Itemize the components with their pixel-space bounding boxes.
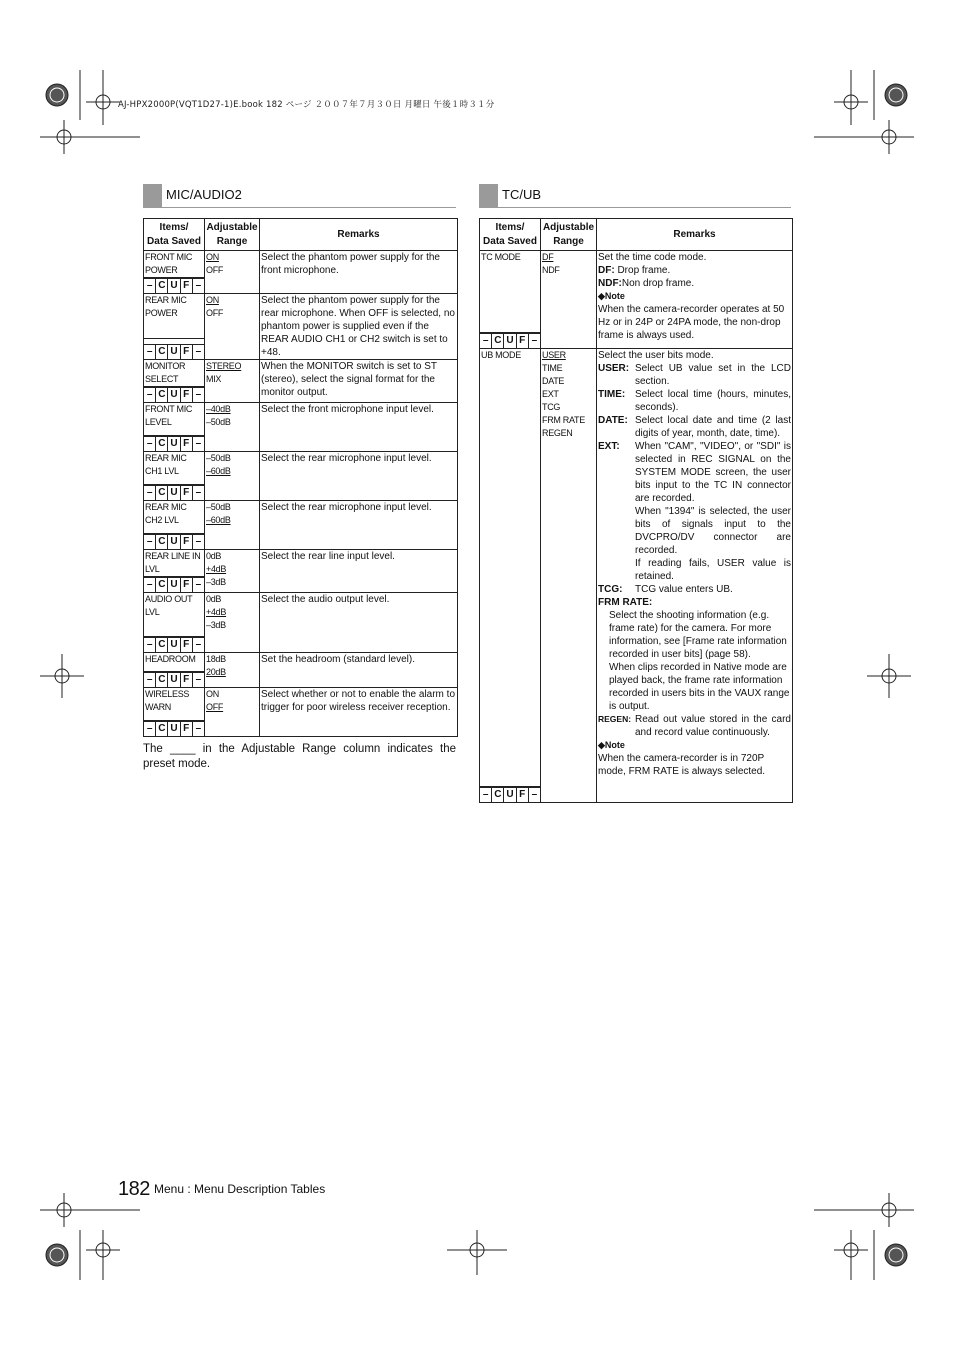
cuf-marker: –	[480, 788, 492, 802]
cuf-cell	[144, 534, 205, 550]
item-name: HEADROOM	[144, 653, 205, 672]
cuf-marker: C	[156, 388, 168, 402]
range-cell	[205, 452, 260, 501]
cuf-marker: –	[480, 334, 492, 348]
range-cell	[205, 550, 260, 593]
cuf-marker: –	[531, 789, 538, 800]
cuf-cell	[480, 787, 541, 803]
preset-value: DF	[542, 252, 554, 262]
range-cell	[205, 501, 260, 550]
range-value: 0dB	[206, 551, 222, 561]
item-name: WIRELESS WARN	[144, 688, 205, 721]
cuf-marker: U	[168, 638, 180, 652]
range-cell	[205, 593, 260, 653]
table-row	[144, 251, 458, 278]
items-header: Items/ Data Saved	[144, 219, 205, 251]
items-header: Items/ Data Saved	[480, 219, 541, 251]
preset-value: +4dB	[206, 564, 227, 574]
item-name: TC MODE	[480, 251, 541, 333]
range-cell	[205, 360, 260, 403]
table-row	[144, 403, 458, 436]
cuf-marker: U	[168, 673, 180, 687]
cuf-marker: C	[156, 279, 168, 293]
cuf-marker: C	[156, 486, 168, 500]
preset-value: +4dB	[206, 607, 227, 617]
cuf-marker: U	[168, 578, 180, 592]
preset-value: –60dB	[206, 466, 231, 476]
preset-value: STEREO	[206, 361, 242, 371]
cuf-marker: –	[195, 674, 202, 685]
section-header-mic-audio2	[143, 184, 456, 208]
cuf-marker: C	[492, 334, 504, 348]
range-cell	[205, 653, 260, 688]
cuf-cell	[144, 278, 205, 294]
cuf-marker: F	[181, 279, 193, 293]
section-header-tc-ub	[479, 184, 791, 208]
preset-value: –60dB	[206, 515, 231, 525]
cuf-marker: F	[181, 578, 193, 592]
cuf-cell	[480, 333, 541, 349]
file-header-line: AJ-HPX2000P(VQT1D27-1)E.book 182 ページ ２００７年７月３０日 月曜日 午後１時３１分	[118, 100, 495, 110]
cuf-marker: F	[517, 788, 529, 802]
cuf-marker: –	[144, 673, 156, 687]
range-header: Adjustable Range	[541, 219, 597, 251]
cuf-marker: U	[504, 334, 516, 348]
remarks-cell: Select the rear line input level.	[260, 550, 458, 593]
cuf-marker: –	[195, 438, 202, 449]
remarks-cell: Select whether or not to enable the alarm to trigger for poor wireless receiver reception.	[260, 688, 458, 737]
item-name: AUDIO OUT LVL	[144, 593, 205, 637]
table-row	[144, 688, 458, 721]
cuf-marker: –	[195, 280, 202, 291]
range-cell	[205, 294, 260, 360]
cuf-cell	[144, 721, 205, 737]
preset-value: –40dB	[206, 404, 231, 414]
cuf-cell	[144, 672, 205, 688]
remarks-header: Remarks	[260, 219, 458, 251]
item-name: REAR LINE IN LVL	[144, 550, 205, 577]
cuf-marker: C	[156, 535, 168, 549]
cuf-marker: –	[144, 279, 156, 293]
cuf-marker: –	[195, 723, 202, 734]
cuf-marker: F	[181, 535, 193, 549]
range-value: OFF	[206, 265, 224, 275]
cuf-marker: U	[168, 437, 180, 451]
cuf-marker: –	[144, 486, 156, 500]
cuf-marker: C	[156, 345, 168, 359]
item-name: REAR MIC CH1 LVL	[144, 452, 205, 485]
preset-value: 20dB	[206, 667, 226, 677]
range-value: –3dB	[206, 577, 226, 587]
cuf-marker: –	[144, 578, 156, 592]
note-heading: ◆Note	[598, 740, 625, 750]
cuf-marker: –	[195, 487, 202, 498]
range-value: OFF	[206, 308, 224, 318]
cuf-marker: F	[181, 638, 193, 652]
remarks-header: Remarks	[597, 219, 793, 251]
remarks-cell: When the MONITOR switch is set to ST (stereo), select the signal format for the monitor output.	[260, 360, 458, 403]
table-row	[144, 550, 458, 577]
cuf-marker: F	[181, 486, 193, 500]
cuf-marker: –	[195, 579, 202, 590]
range-value: REGEN	[542, 428, 573, 438]
remarks-cell: Select the audio output level.	[260, 593, 458, 653]
section-title: TC/UB	[502, 187, 541, 202]
range-value: MIX	[206, 374, 222, 384]
range-cell	[205, 251, 260, 294]
cuf-marker: F	[181, 722, 193, 736]
remarks-cell: Select the rear microphone input level.	[260, 452, 458, 501]
page-number: 182	[118, 1178, 150, 1200]
section-tab	[143, 184, 162, 207]
cuf-cell	[144, 485, 205, 501]
range-cell	[205, 688, 260, 737]
cuf-marker: F	[181, 437, 193, 451]
item-name: REAR MIC POWER	[144, 294, 205, 339]
cuf-marker: –	[144, 535, 156, 549]
table-row	[144, 501, 458, 534]
cuf-marker: C	[156, 578, 168, 592]
table-row	[144, 360, 458, 387]
cuf-cell	[144, 436, 205, 452]
range-value: –50dB	[206, 453, 231, 463]
cuf-marker: U	[168, 279, 180, 293]
cuf-marker: –	[144, 722, 156, 736]
cuf-cell	[144, 637, 205, 653]
item-name: REAR MIC CH2 LVL	[144, 501, 205, 534]
cuf-cell	[144, 577, 205, 593]
section-tab	[479, 184, 498, 207]
cuf-marker: –	[195, 536, 202, 547]
footer-text: Menu : Menu Description Tables	[154, 1182, 326, 1196]
remarks-cell: Select the user bits mode. USER: Select UB value set in the LCD section. TIME: Select local time (hours, minutes, seconds). DATE: Select local date and time (2 last digits of year, month, date, time). EXT: When "CAM", "VIDEO", or "SDI" is selected in REC SIGNAL on the SYSTEM MODE screen, the user bits input to the TC IN connector are recorded. When "1394" is selected, the user bits of signals input to the DVCPRO/DV connector are recorded. If reading fails, USER value is retained. TCG: TCG value enters UB. FRM RATE: Select the shooting information (e.g. frame rate) for the camera. For more information, see [Frame rate information recorded in user bits] (page 58). When clips recorded in Native mode are played back, the frame rate information recorded in users bits in the VAUX range is output. REGEN: Read out value stored in the card and record value continuously. ◆Note When the camera-recorder is in 720P mode, FRM RATE is always selected.	[597, 349, 793, 803]
section-title: MIC/AUDIO2	[166, 187, 242, 202]
preset-value: ON	[206, 295, 219, 305]
item-name: FRONT MIC LEVEL	[144, 403, 205, 436]
cuf-marker: U	[504, 788, 516, 802]
cuf-marker: –	[144, 437, 156, 451]
range-value: –50dB	[206, 417, 231, 427]
cuf-marker: C	[156, 638, 168, 652]
remarks-cell: Select the phantom power supply for the front microphone.	[260, 251, 458, 294]
tc-ub-table	[479, 218, 793, 803]
range-value: –3dB	[206, 620, 226, 630]
cuf-marker: U	[168, 388, 180, 402]
item-name: MONITOR SELECT	[144, 360, 205, 387]
cuf-marker: F	[181, 345, 193, 359]
cuf-marker: C	[492, 788, 504, 802]
item-name: FRONT MIC POWER	[144, 251, 205, 278]
cuf-cell	[144, 339, 205, 360]
cuf-marker: U	[168, 486, 180, 500]
table-row	[480, 251, 793, 333]
range-value: EXT	[542, 389, 559, 399]
range-value: ON	[206, 689, 219, 699]
cuf-marker: C	[156, 437, 168, 451]
item-name: UB MODE	[480, 349, 541, 787]
range-value: 18dB	[206, 654, 226, 664]
cuf-marker: –	[531, 335, 538, 346]
range-value: TIME	[542, 363, 563, 373]
table-row	[144, 294, 458, 339]
cuf-marker: U	[168, 535, 180, 549]
preset-value: ON	[206, 252, 219, 262]
range-header: Adjustable Range	[205, 219, 260, 251]
cuf-marker: F	[517, 334, 529, 348]
range-cell	[541, 251, 597, 349]
preset-value: OFF	[206, 702, 224, 712]
cuf-marker: F	[181, 388, 193, 402]
range-cell	[205, 403, 260, 452]
cuf-marker: –	[195, 639, 202, 650]
cuf-marker: –	[144, 345, 156, 359]
cuf-marker: U	[168, 722, 180, 736]
range-value: TCG	[542, 402, 561, 412]
range-value: DATE	[542, 376, 565, 386]
remarks-cell: Set the time code mode. DF: Drop frame. NDF:Non drop frame. ◆Note When the camera-recorder operates at 50 Hz or in 24P or 24PA mode, the non-drop frame is always used.	[597, 251, 793, 349]
note-heading: ◆Note	[598, 291, 625, 301]
preset-note: The ____ in the Adjustable Range column indicates the preset mode.	[143, 743, 456, 770]
remarks-cell: Select the rear microphone input level.	[260, 501, 458, 550]
cuf-marker: F	[181, 673, 193, 687]
cuf-marker: U	[168, 345, 180, 359]
table-row	[144, 452, 458, 485]
table-row	[480, 349, 793, 787]
table-row	[144, 593, 458, 637]
table-row	[144, 653, 458, 672]
cuf-marker: –	[144, 388, 156, 402]
mic-audio2-table	[143, 218, 458, 737]
cuf-marker: C	[156, 722, 168, 736]
cuf-cell	[144, 387, 205, 403]
range-cell	[541, 349, 597, 803]
cuf-marker: –	[144, 638, 156, 652]
cuf-marker: C	[156, 673, 168, 687]
range-value: –50dB	[206, 502, 231, 512]
preset-value: USER	[542, 350, 566, 360]
range-value: 0dB	[206, 594, 222, 604]
cuf-marker: –	[195, 389, 202, 400]
range-value: FRM RATE	[542, 415, 585, 425]
remarks-cell: Select the phantom power supply for the rear microphone. When OFF is selected, no phantom power is supplied even if the REAR AUDIO CH1 or CH2 switch is set to +48.	[260, 294, 458, 360]
remarks-cell: Select the front microphone input level.	[260, 403, 458, 452]
cuf-marker: –	[195, 346, 202, 357]
range-value: NDF	[542, 265, 560, 275]
remarks-cell: Set the headroom (standard level).	[260, 653, 458, 688]
